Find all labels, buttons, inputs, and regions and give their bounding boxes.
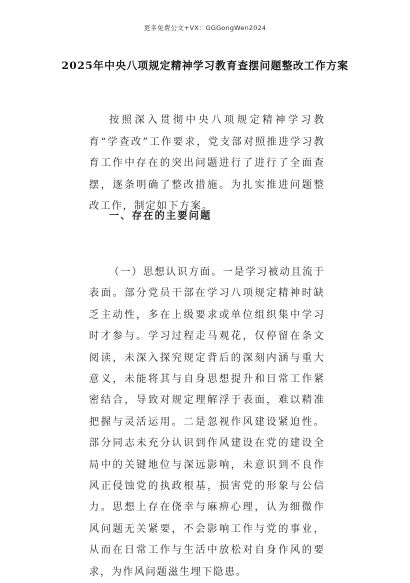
header-note: 更多免费公文+VX：GGGongWen2024: [143, 24, 267, 32]
intro-paragraph: 按照深入贯彻中央八项规定精神学习教育“学查改”工作要求，党支部对照推进学习教育工作中存在的突出问题进行了进行了全面查摆，逐条明确了整改措施。为扎实推进问题整改工作，制定如下方案。: [89, 115, 325, 212]
document-title: 2025年中央八项规定精神学习教育查摆问题整改工作方案: [61, 60, 349, 72]
section-heading: 一、存在的主要问题: [109, 211, 212, 222]
body-paragraph: （一）思想认识方面。一是学习被动且流于表面。部分党员干部在学习八项规定精神时缺乏主动性，多在上级要求或单位组织集中学习时才参与。学习过程走马观花，仅停留在条文阅读，未深入探究规定背后的深刻内涵与重大意义，未能将其与自身思想提升和日常工作紧密结合，导致对规定理解浮于表面，难以精准把握与灵活运用。二是忽视作风建设紧迫性。部分同志未充分认识到作风建设在党的建设全局中的关键地位与深远影响，未意识到不良作风正侵蚀党的执政根基，损害党的形象与公信力。思想上存在侥幸与麻痹心理，认为细微作风问题无关紧要，不会影响工作与党的事业，从而在日常工作与生活中放松对自身作风的要求，为作风问题滋生埋下隐患。: [89, 267, 325, 578]
